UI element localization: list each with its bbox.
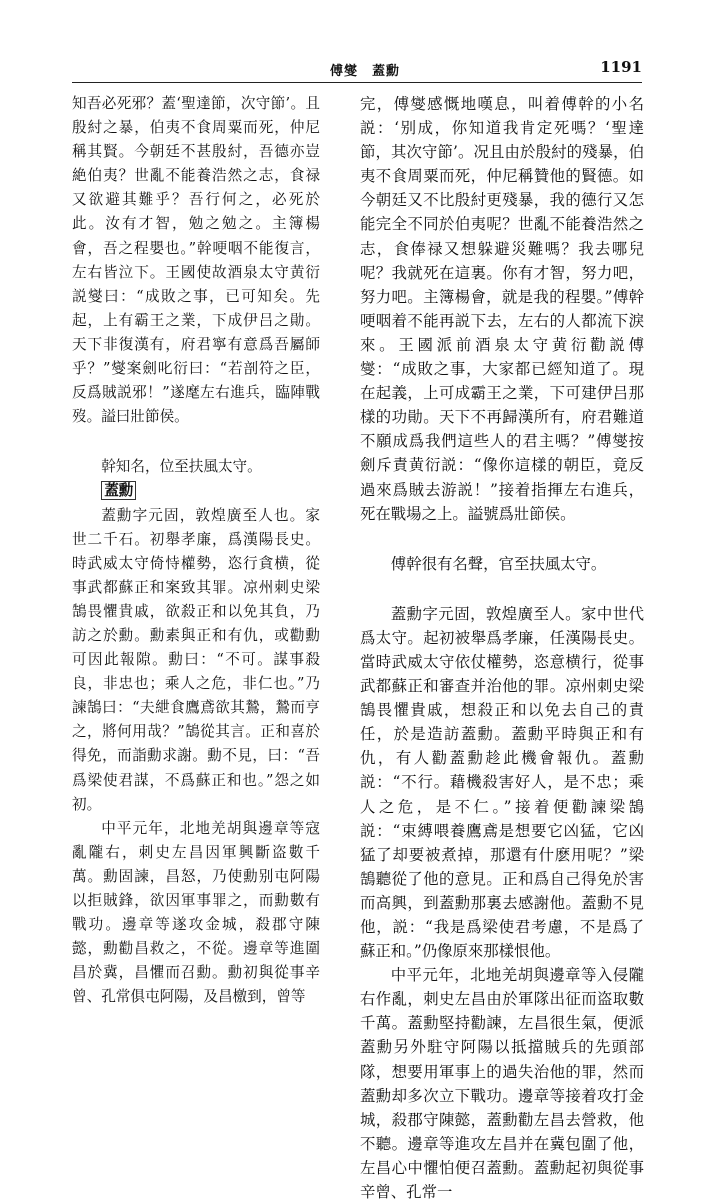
classical-paragraph-1: 知吾必死邪？蓋‘聖達節，次守節’。且殷紂之暴，伯夷不食周粟而死，仲尼稱其賢。今朝廷不甚殷紂，吾德亦豈絶伯夷？世亂不能養浩然之志，食禄又欲避其難乎？吾行何之，必死於此。汝有才智，勉之勉之。主簿楊會，吾之程嬰也。”幹哽咽不能復言，左右皆泣下。王國使故酒泉太守黄衍説燮曰：“成敗之事，已可知矣。先起，上有霸王之業，下成伊吕之勛。天下非復漢有，府君寧有意爲吾屬師乎？”燮案劍叱衍曰：“若剖符之臣，反爲賊説邪！”遂麾左右進兵，臨陣戰歿。謚曰壯節侯。 — [72, 95, 320, 426]
page-number: 1191 — [600, 58, 642, 76]
section-gap — [360, 576, 644, 602]
classical-paragraph-2: 幹知名，位至扶風太守。 — [101, 458, 262, 476]
section-gap — [72, 429, 320, 455]
translation-column — [360, 92, 644, 1204]
classical-paragraph-3: 蓋勳字元固，敦煌廣至人也。家世二千石。初舉孝廉，爲漢陽長史。時武威太守倚恃權勢，恣行貪横，從事武都蘇正和案致其罪。凉州刺史梁鵠畏懼貴戚，欲殺正和以免其負，乃訪之於勳。勳素與正和有仇，或勸勳可因此報隙。勳曰：“不可。謀事殺良，非忠也；乘人之危，非仁也。”乃諫鵠曰：“夫紲食鷹鳶欲其鷙，鷙而亨之，將何用哉？”鵠從其言。正和喜於得免，而詣勳求謝。勳不見，曰：“吾爲梁使君謀，不爲蘇正和也。”怨之如初。 — [72, 506, 320, 813]
header-rule — [72, 82, 642, 83]
classical-text-column — [72, 92, 320, 1009]
translation-paragraph-4: 中平元年，北地羌胡與邊章等入侵隴右作亂，刺史左昌由於軍隊出征而盗取數千萬。蓋勳堅持勸諫，左昌很生氣，便派蓋勳另外駐守阿陽以抵擋賊兵的先頭部隊，想要用軍事上的過失治他的罪，然而蓋勳却多次立下戰功。邊章等接着攻打金城，殺郡守陳懿，蓋勳勸左昌去營救，他不聽。邊章等進攻左昌并在冀包圍了他，左昌心中懼怕便召蓋勳。蓋勳起初與從事辛曾、孔常一 — [360, 966, 644, 1202]
section-gap — [360, 526, 644, 552]
translation-paragraph-3: 蓋勳字元固，敦煌廣至人。家中世代爲太守。起初被舉爲孝廉，任漢陽長史。當時武威太守依仗權勢，恣意横行，從事武都蘇正和審查并治他的罪。凉州刺史梁鵠畏懼貴戚，想殺正和以免去自己的責任，於是造訪蓋勳。蓋勳平時與正和有仇，有人勸蓋勳趁此機會報仇。蓋勳説：“不行。藉機殺害好人，是不忠；乘人之危，是不仁。”接着便勸諫梁鵠説：“束縛喂養鷹鳶是想要它凶猛，它凶猛了却要被煮掉，那還有什麽用呢？”梁鵠聽從了他的意見。正和爲自己得免於害而高興，到蓋勳那裏去感謝他。蓋勳不見他，説：“我是爲梁使君考慮，不是爲了蘇正和。”仍像原來那樣恨他。 — [360, 604, 644, 961]
page-header — [72, 58, 642, 80]
translation-paragraph-1: 完，傅燮感慨地嘆息，叫着傅幹的小名説：‘别成，你知道我肯定死嗎？‘聖達節，其次守節’。况且由於殷紂的殘暴，伯夷不食周粟而死，仲尼稱贊他的賢德。如今朝廷又不比殷紂更殘暴，我的德行又怎能完全不同於伯夷呢？世亂不能養浩然之志，食俸禄又想躲避災難嗎？我去哪兒呢？我就死在這裏。你有才智，努力吧，努力吧。主簿楊會，就是我的程嬰。”傅幹哽咽着不能再説下去，左右的人都流下淚來。王國派前酒泉太守黄衍勸説傅燮：“成敗之事，大家都已經知道了。現在起義，上可成霸王之業，下可建伊吕那樣的功勛。天下不再歸漢所有，府君難道不願成爲我們這些人的君主嗎？”傅燮按劍斥責黄衍説：“像你這樣的朝臣，竟反過來爲賊去游説！”接着指揮左右進兵，死在戰場之上。謚號爲壯節侯。 — [360, 95, 644, 523]
running-title: 傅燮 蓋勳 — [330, 64, 401, 79]
section-heading — [72, 479, 320, 503]
translation-paragraph-2: 傅幹很有名聲，官至扶風太守。 — [390, 554, 607, 573]
classical-paragraph-4: 中平元年，北地羌胡與邊章等寇亂隴右，刺史左昌因軍興斷盗數千萬。勳固諫，昌怒，乃使勳别屯阿陽以拒賊鋒，欲因軍事罪之，而勳數有戰功。邊章等遂攻金城，殺郡守陳懿，勳勸昌救之，不從。邊章等進圍昌於冀，昌懼而召勳。勳初與從事辛曾、孔常俱屯阿陽，及昌檄到，曾等 — [72, 819, 320, 1006]
section-heading-text: 蓋勳 — [101, 481, 136, 500]
